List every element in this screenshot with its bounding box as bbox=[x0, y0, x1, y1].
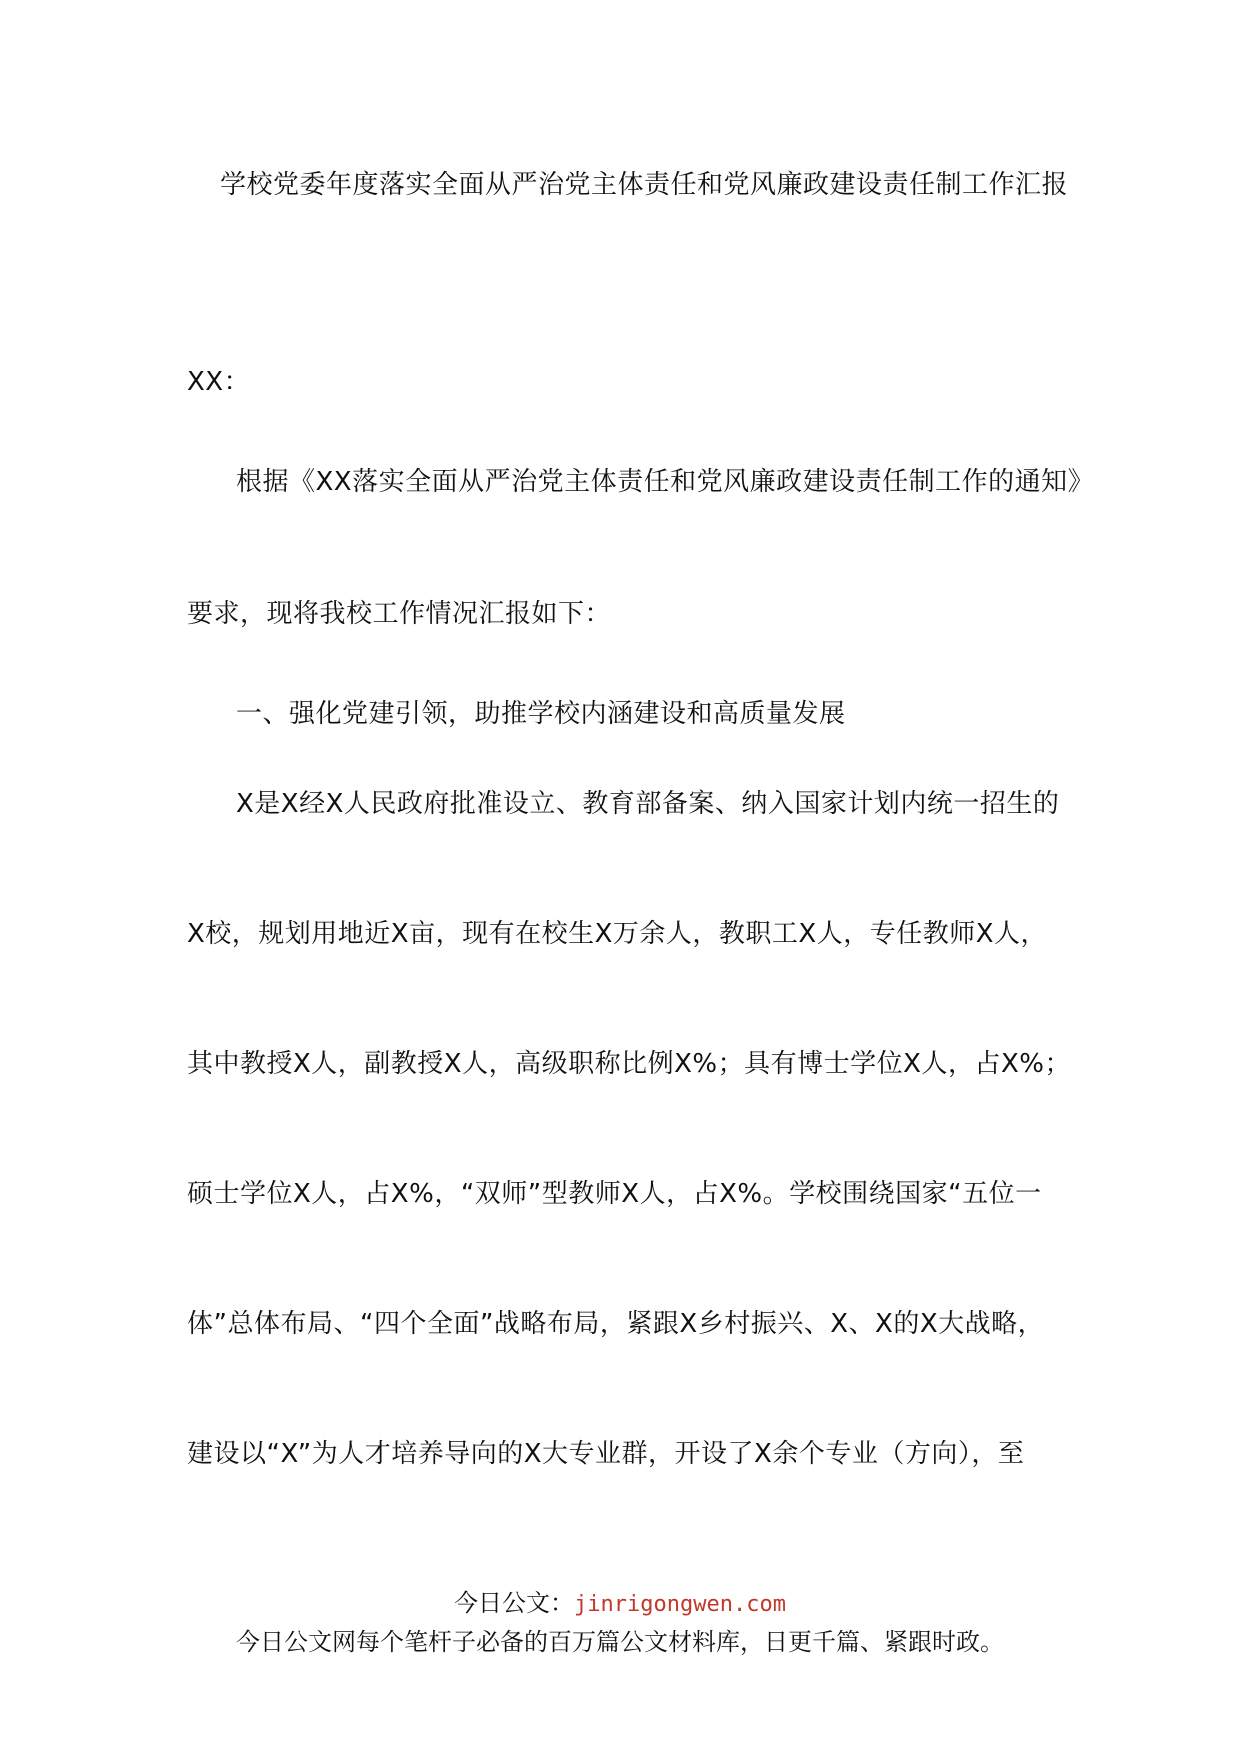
document-title: 学校党委年度落实全面从严治党主体责任和党风廉政建设责任制工作汇报 bbox=[220, 170, 1069, 200]
footer-site-line bbox=[0, 1588, 1240, 1620]
paragraph-line: 建设以“X”为人才培养导向的X大专业群，开设了X余个专业（方向），至 bbox=[187, 1439, 1025, 1469]
paragraph-line: X校，规划用地近X亩，现有在校生X万余人，教职工X人，专任教师X人， bbox=[187, 919, 1048, 949]
footer-tagline: 今日公文网每个笔杆子必备的百万篇公文材料库，日更千篇、紧跟时政。 bbox=[236, 1628, 1004, 1656]
section-heading: 一、强化党建引领，助推学校内涵建设和高质量发展 bbox=[236, 699, 846, 729]
paragraph-line: 要求，现将我校工作情况汇报如下： bbox=[187, 599, 612, 629]
paragraph-line: 其中教授X人，副教授X人，高级职称比例X%；具有博士学位X人，占X%； bbox=[187, 1049, 1071, 1079]
footer-site-label: 今日公文： bbox=[454, 1589, 575, 1617]
paragraph-line: 根据《XX落实全面从严治党主体责任和党风廉政建设责任制工作的通知》 bbox=[236, 467, 1095, 497]
paragraph-line: 体”总体布局、“四个全面”战略布局，紧跟X乡村振兴、X、X的X大战略， bbox=[187, 1309, 1045, 1339]
paragraph-line: X是X经X人民政府批准设立、教育部备案、纳入国家计划内统一招生的 bbox=[236, 789, 1060, 819]
footer-site-link[interactable]: jinrigongwen.com bbox=[574, 1592, 786, 1617]
paragraph-line: 硕士学位X人，占X%，“双师”型教师X人，占X%。学校围绕国家“五位一 bbox=[187, 1179, 1042, 1209]
salutation: XX： bbox=[187, 367, 251, 397]
